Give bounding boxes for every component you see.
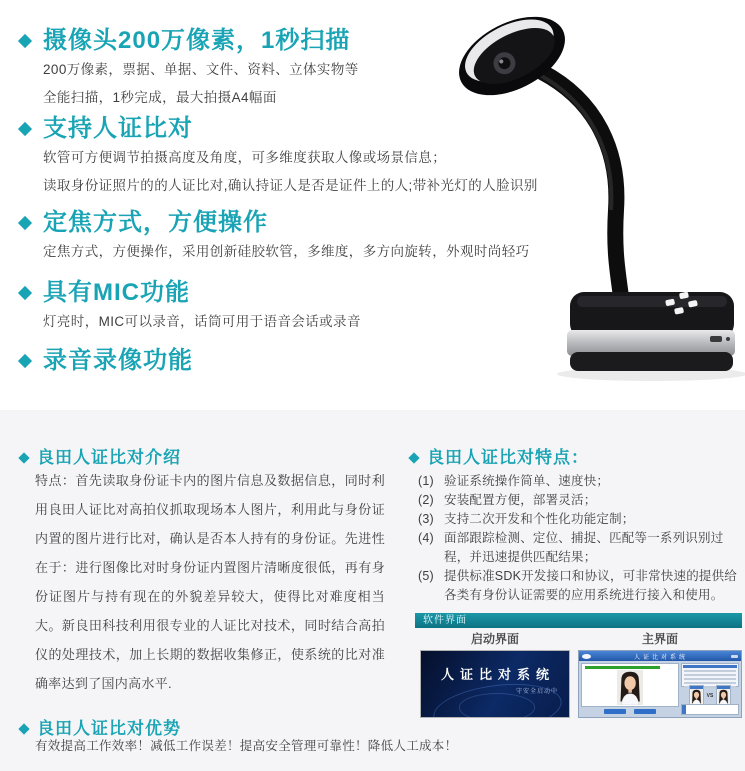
feature-title-row [20,26,620,56]
intro-heading-row [20,448,390,468]
diamond-bullet-icon [18,286,32,300]
list-item [418,529,742,567]
face-compare-area [681,689,739,702]
portrait-photo [717,689,730,705]
screenshot-captions [420,632,742,646]
software-screenshots [420,650,742,718]
portrait-photo [617,670,643,705]
main-ui-screenshot [578,650,742,718]
advantage-title: 良田人证比对优势 [37,719,181,738]
form-row [684,682,736,684]
feature-title: 具有MIC功能 [43,279,190,306]
splash-title: 人证比对系统 [440,667,555,682]
id-info-form [681,663,739,687]
detail-section [0,410,745,771]
main-ui-caption: 主界面 [641,632,678,646]
form-row [684,678,736,680]
camera-preview-panel [581,663,679,707]
list-item [418,491,742,510]
diamond-bullet-icon [18,34,32,48]
intro-title: 良田人证比对介绍 [37,448,181,467]
advantage-text: 有效提高工作效率！减低工作误差！提高安全管理可靠性！降低人工成本！ [35,739,458,753]
feature-line: 读取身份证照片的的人证比对,确认持证人是否是证件上的人;带补光灯的人脸识别 [43,178,538,193]
result-tab-bar [682,705,686,714]
list-item [418,510,742,529]
diamond-bullet-icon [18,122,32,136]
camera-status-text-bar [585,666,660,669]
app-titlebar [579,651,741,661]
form-row [684,670,736,672]
app-button [604,709,626,714]
feature-title: 定焦方式，方便操作 [43,209,268,236]
list-item-number: (4) [418,531,434,545]
app-button [634,709,656,714]
camera-pane [581,663,679,715]
diamond-bullet-icon [18,216,32,230]
info-pane [681,663,739,715]
feature-line: 软管可方便调节拍摄高度及角度，可多维度获取人像或场景信息； [43,150,447,165]
list-item-text: 验证系统操作简单、速度快； [444,474,610,488]
intro-paragraph: 特点：首先读取身份证卡内的图片信息及数据信息，同时利用良田人证比对高拍仪抓取现场本人图片，利用此与身份证内置的图片进行比对，确认是否本人持有的身份证。先进性在于：进行图像比对时身份证内置图片清晰度很低，再有身份证图片与持有现在的外貌差异较大，使得比对难度相当大。新良田科技利用很专业的人证比对技术，同时结合高拍仪的处理技术，加上长期的数据收集修正，使系统的比对准确率达到了国内高水平. [35,473,385,691]
captured-portrait [584,670,676,705]
diamond-bullet-icon [408,452,419,463]
app-logo-icon [582,654,591,659]
feature-camera [20,26,620,112]
feature-title: 录音录像功能 [43,347,193,374]
list-item-number: (1) [418,474,434,488]
app-button-row [581,707,679,715]
feature-title-row [20,346,620,376]
form-header-bar [683,665,737,668]
points-column [410,448,745,699]
window-controls-icon [731,655,738,658]
feature-line: 全能扫描，1秒完成，最大拍摄A4幅面 [43,90,277,105]
feature-line: 灯亮时，MIC可以录音，话筒可用于语音会话或录音 [43,314,361,329]
list-item-text: 安装配置方便，部署灵活； [444,493,597,507]
points-heading-row [410,448,745,468]
feature-title-row [20,278,620,308]
live-photo-thumb [689,685,704,706]
vs-label: VS [706,692,714,699]
feature-line: 定焦方式，方便操作，采用创新硅胶软管，多维度，多方向旋转，外观时尚轻巧 [43,244,530,259]
feature-mic [20,278,620,336]
diamond-bullet-icon [18,723,29,734]
feature-title-row [20,208,620,238]
list-item-number: (5) [418,569,434,583]
advantage-heading-row [20,719,181,739]
feature-recording [20,346,620,376]
portrait-photo [690,689,703,705]
feature-title: 支持人证比对 [43,115,193,142]
list-item [418,567,742,605]
list-item-number: (2) [418,493,434,507]
feature-title-row [20,114,620,144]
feature-face-compare [20,114,620,200]
feature-line: 200万像素，票据、单据、文件、资料、立体实物等 [43,62,359,77]
points-title: 良田人证比对特点： [427,448,589,467]
splash-caption: 启动界面 [470,632,519,646]
list-item-text: 面部跟踪检测、定位、捕捉、匹配等一系列识别过程，并迅速提供匹配结果； [444,531,724,564]
id-photo-thumb [716,685,731,706]
app-body [579,661,741,717]
splash-subtitle: 守安全启动中 [515,689,558,695]
feature-title: 摄像头200万像素，1秒扫描 [43,27,351,54]
feature-fixed-focus [20,208,620,266]
form-row [684,674,736,676]
result-box [681,704,739,715]
diamond-bullet-icon [18,354,32,368]
list-item [418,472,742,491]
list-item-text: 支持二次开发和个性化功能定制； [444,512,635,526]
splash-screenshot [420,650,570,718]
list-item-text: 提供标准SDK开发接口和协议，可非常快速的提供给各类有身份认证需要的应用系统进行接入和使用。 [444,569,738,602]
diamond-bullet-icon [18,452,29,463]
list-item-number: (3) [418,512,434,526]
points-list [418,472,742,605]
app-window-title: 人证比对系统 [633,654,688,661]
software-interface-banner: 软件界面 [415,613,742,628]
